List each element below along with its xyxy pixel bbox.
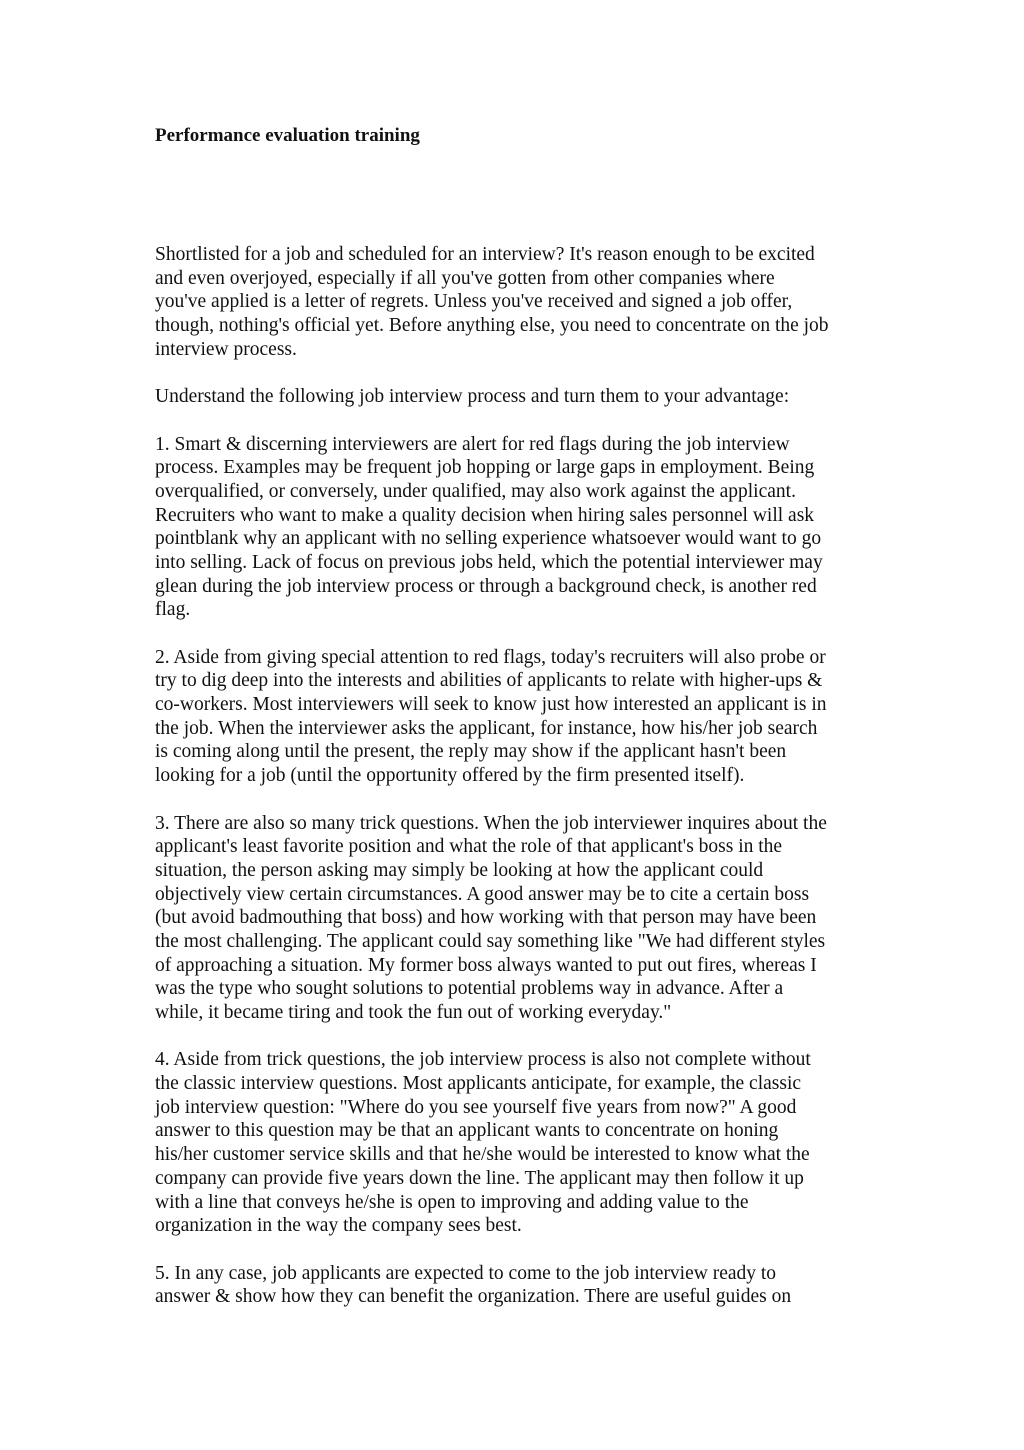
- text-line: with a line that conveys he/she is open to improving and adding value to the: [155, 1191, 749, 1213]
- text-line: Recruiters who want to make a quality decision when hiring sales personnel will ask: [155, 504, 815, 526]
- text-line: into selling. Lack of focus on previous jobs held, which the potential interviewer may: [155, 551, 823, 573]
- text-line: and even overjoyed, especially if all you've gotten from other companies where: [155, 267, 775, 289]
- text-line: applicant's least favorite position and what the role of that applicant's boss in the: [155, 836, 783, 858]
- text-line: overqualified, or conversely, under qualified, may also work against the applicant.: [155, 480, 796, 502]
- text-line: objectively view certain circumstances. A good answer may be to cite a certain boss: [155, 883, 810, 905]
- text-line: though, nothing's official yet. Before anything else, you need to concentrate on the job: [155, 315, 829, 337]
- text-line: 1. Smart & discerning interviewers are alert for red flags during the job interview: [155, 433, 790, 455]
- paragraph: [155, 385, 880, 409]
- document-body: [155, 243, 880, 1333]
- paragraph: [155, 243, 880, 361]
- text-line: 2. Aside from giving special attention to red flags, today's recruiters will also probe or: [155, 646, 826, 668]
- text-line: process. Examples may be frequent job hopping or large gaps in employment. Being: [155, 457, 815, 479]
- text-line: try to dig deep into the interests and abilities of applicants to relate with higher-ups &: [155, 670, 823, 692]
- text-line: 5. In any case, job applicants are expected to come to the job interview ready to: [155, 1262, 777, 1284]
- text-line: interview process.: [155, 338, 297, 360]
- text-line: flag.: [155, 599, 191, 621]
- text-line: is coming along until the present, the reply may show if the applicant hasn't been: [155, 741, 787, 763]
- text-line: organization in the way the company sees best.: [155, 1215, 522, 1237]
- text-line: (but avoid badmouthing that boss) and how working with that person may have been: [155, 907, 817, 929]
- text-line: Shortlisted for a job and scheduled for an interview? It's reason enough to be excited: [155, 244, 815, 265]
- text-line: pointblank why an applicant with no selling experience whatsoever would want to go: [155, 528, 822, 550]
- text-line: co-workers. Most interviewers will seek to know just how interested an applicant is in: [155, 694, 827, 716]
- paragraph: [155, 1262, 880, 1309]
- text-line: job interview question: "Where do you see yourself five years from now?" A good: [155, 1096, 797, 1118]
- document-title: Performance evaluation training: [155, 125, 420, 146]
- text-line: while, it became tiring and took the fun out of working everyday.": [155, 1002, 672, 1023]
- text-line: answer to this question may be that an applicant wants to concentrate on honing: [155, 1120, 779, 1142]
- paragraph: [155, 812, 880, 1025]
- text-line: 4. Aside from trick questions, the job interview process is also not complete without: [155, 1049, 811, 1071]
- text-line: looking for a job (until the opportunity offered by the firm presented itself).: [155, 765, 745, 787]
- text-line: situation, the person asking may simply be looking at how the applicant could: [155, 859, 764, 881]
- text-line: his/her customer service skills and that he/she would be interested to know what the: [155, 1144, 810, 1166]
- paragraph: [155, 433, 880, 623]
- text-line: the most challenging. The applicant could say something like "We had different styles: [155, 930, 826, 952]
- text-line: Understand the following job interview process and turn them to your advantage:: [155, 386, 790, 408]
- text-line: answer & show how they can benefit the organization. There are useful guides on: [155, 1286, 792, 1308]
- text-line: you've applied is a letter of regrets. Unless you've received and signed a job offer,: [155, 291, 793, 313]
- paragraph: [155, 646, 880, 788]
- text-line: company can provide five years down the line. The applicant may then follow it up: [155, 1167, 804, 1189]
- text-line: glean during the job interview process or through a background check, is another red: [155, 575, 817, 597]
- text-line: was the type who sought solutions to potential problems way in advance. After a: [155, 978, 784, 1000]
- text-line: of approaching a situation. My former boss always wanted to put out fires, whereas I: [155, 954, 817, 976]
- paragraph: [155, 1048, 880, 1238]
- text-line: 3. There are also so many trick questions. When the job interviewer inquires about the: [155, 812, 827, 834]
- text-line: the classic interview questions. Most applicants anticipate, for example, the classic: [155, 1073, 802, 1095]
- text-line: the job. When the interviewer asks the applicant, for instance, how his/her job search: [155, 717, 818, 739]
